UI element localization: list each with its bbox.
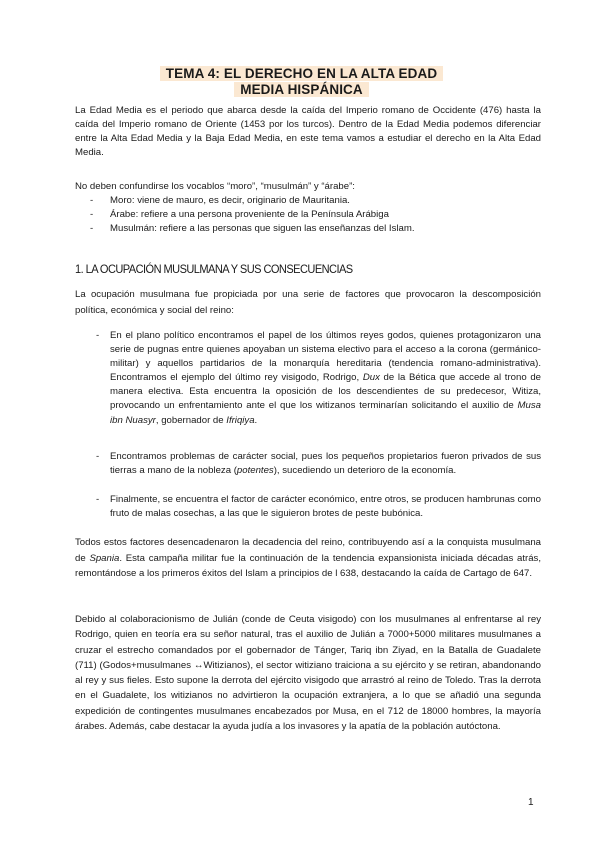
vocab-list — [90, 194, 415, 236]
factor-political — [96, 329, 541, 428]
page-number: 1 — [528, 797, 534, 808]
intro-paragraph: La Edad Media es el periodo que abarca desde la caída del Imperio romano de Occidente (476) hasta la caída del Imperio romano de Oriente (1453 por los turcos). Dentro de la Edad Media podemos diferenciar entre la Alta Edad Media y la Baja Edad Media, en este tema vamos a estudiar el derecho en la Alta Edad Media. — [75, 105, 541, 158]
bullet-dash: - — [96, 330, 100, 341]
section-heading: 1. LA OCUPACIÓN MUSULMANA Y SUS CONSECUENCIAS — [75, 262, 353, 276]
factor-social — [96, 450, 541, 478]
factor-text: Finalmente, se encuentra el factor de carácter económico, entre otros, se producen hambrunas como fruto de malas cosechas, a las que le siguieron brotes de peste bubónica. — [110, 494, 541, 520]
title-line-1: TEMA 4: EL DERECHO EN LA ALTA EDAD — [160, 66, 443, 81]
section-intro: La ocupación musulmana fue propiciada por una serie de factores que provocaron la descomposición política, económica y social del reino: — [75, 289, 541, 316]
factor-economic — [96, 493, 541, 521]
bullet-dash: - — [96, 451, 100, 462]
list-item: - Moro: viene de mauro, es decir, originario de Mauritania. — [90, 194, 415, 208]
list-item: - Árabe: refiere a una persona proveniente de la Península Arábiga — [90, 208, 415, 222]
factor-text: En el plano político encontramos el papel de los últimos reyes godos, quienes protagonizaron una serie de pugnas entre quienes apoyaban un sistema electivo para el acceso a la corona (germánico-militar) y aquellos partidarios de la monarquía hereditaria (tendencia romano-administrativa). Encontramos el ejemplo del último rey visigodo, Rodrigo, Dux de la Bética que accede al trono de manera electiva. Esta encuentra la oposición de los descendientes de su predecesor, Witiza, provocando un enfrentamiento ante el que los witizanos terminarían solicitando el auxilio de Musa ibn Nuasyr, gobernador de Ifriqiya. — [110, 330, 541, 426]
bullet-dash: - — [96, 494, 100, 505]
title-line-2: MEDIA HISPÁNICA — [234, 82, 369, 97]
conquest-paragraph: Todos estos factores desencadenaron la decadencia del reino, contribuyendo así a la conquista musulmana de Spania. Esta campaña militar fue la continuación de la tendencia expansionista iniciada décadas atrás, remontándose a los primeros éxitos del Islam a principios de l 638, destacando la caída de Cartago de 647. — [75, 537, 541, 579]
page-title — [0, 66, 603, 98]
vocab-intro: No deben confundirse los vocablos “moro”, “musulmán” y “árabe”: — [75, 181, 355, 192]
julian-paragraph: Debido al colaboracionismo de Julián (conde de Ceuta visigodo) con los musulmanes al enfrentarse al rey Rodrigo, quien en teoría era su señor natural, tras el auxilio de Julián a 7000+5000 militares musulmanes a cruzar el estrecho comandados por el gobernador de Tánger, Tariq ibn Ziyad, en la Batalla de Guadalete (711) (Godos+musulmanes ↔Witizianos), el sector witiziano traiciona a su ejército y se retiran, abandonando al rey y sus fieles. Esto supone la derrota del ejército visigodo que arrastró al reino de Toledo. Tras la derrota en el Guadalete, los witizianos no advirtieron la ocupación extranjera, a lo que se añadió una segunda expedición de contingentes musulmanes encabezados por Musa, en el 712 de 18000 hombres, la mayoría árabes. Además, cabe destacar la ayuda judía a los invasores y la apatía de la población autóctona. — [75, 614, 541, 733]
list-item: - Musulmán: refiere a las personas que siguen las enseñanzas del Islam. — [90, 222, 415, 236]
factor-text: Encontramos problemas de carácter social, pues los pequeños propietarios fueron privados de sus tierras a mano de la nobleza (potentes), sucediendo un deterioro de la economía. — [110, 451, 541, 477]
